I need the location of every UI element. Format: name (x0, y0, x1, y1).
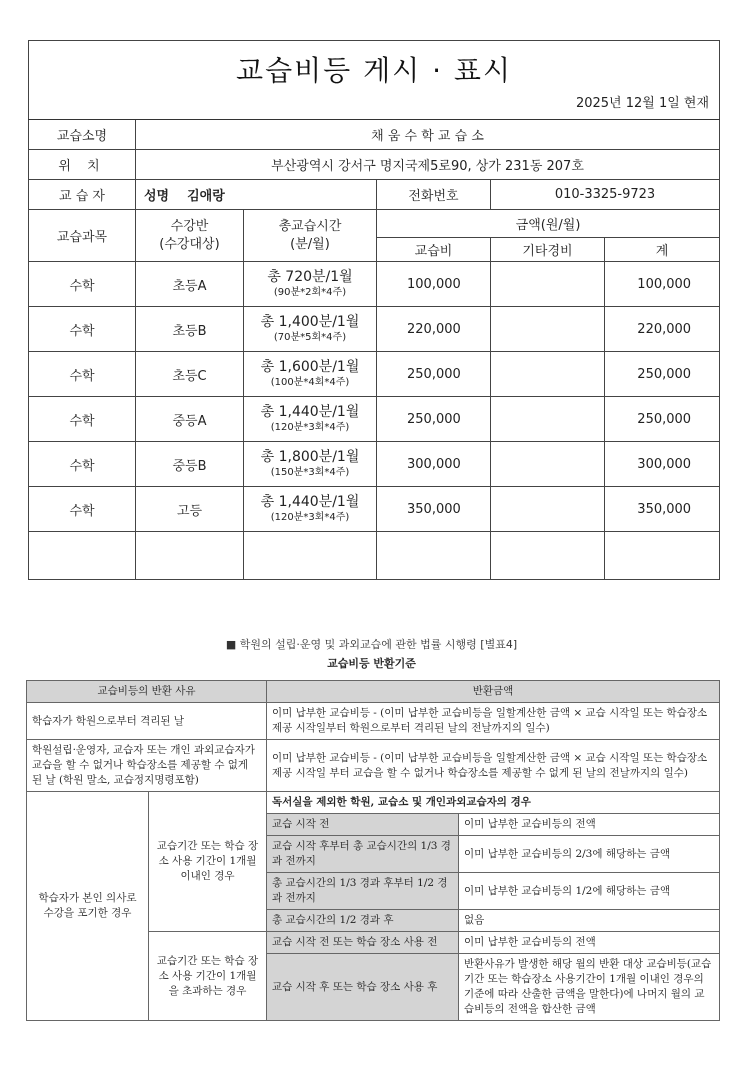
row-hours (244, 352, 377, 397)
over-when: 교습 시작 후 또는 학습 장소 사용 후 (267, 954, 459, 1021)
row-total: 300,000 (605, 442, 720, 487)
refund-caption: ■ 학원의 설립·운영 및 과외교습에 관한 법률 시행령 [별표4] (225, 638, 518, 651)
class-header (136, 210, 244, 262)
fee-row (29, 262, 720, 307)
row-tuition: 220,000 (377, 307, 491, 352)
row-other (491, 262, 605, 307)
location-label: 위 치 (29, 150, 136, 180)
hours-header-line2: (분/월) (290, 236, 330, 252)
row-hours-total: 총 720분/1월 (267, 269, 353, 285)
row-hours-total: 총 1,440분/1월 (260, 494, 360, 510)
row-class: 초등A (136, 262, 244, 307)
refund-table (26, 680, 720, 1021)
refund-amount-1: 이미 납부한 교습비등 - (이미 납부한 교습비등을 일할계산한 금액 × 교습 시작일 또는 학습장소 제공 시작일부터 학원으로부터 격리된 날의 전날까지의 일수) (267, 703, 720, 740)
class-header-line2: (수강대상) (159, 236, 220, 252)
row-hours-total: 총 1,440분/1월 (260, 404, 360, 420)
row-total: 250,000 (605, 397, 720, 442)
row-tuition: 350,000 (377, 487, 491, 532)
phone-value: 010-3325-9723 (491, 180, 720, 210)
row-hours (244, 442, 377, 487)
row-subject: 수학 (29, 442, 136, 487)
as-of-date: 2025년 12월 1일 현재 (575, 96, 710, 111)
empty-cell (605, 532, 720, 580)
row-other (491, 352, 605, 397)
row-hours-total: 총 1,600분/1월 (260, 359, 360, 375)
refund-reason-header: 교습비등의 반환 사유 (27, 681, 267, 703)
school-name-label: 교습소명 (29, 120, 136, 150)
row-hours (244, 487, 377, 532)
row-hours-total: 총 1,400분/1월 (260, 314, 360, 330)
refund-reason-2: 학원설립·운영자, 교습자 또는 개인 과외교습자가 교습을 할 수 없거나 학습장소를 제공할 수 없게 된 날 (학원 말소, 교습정지명령포함) (27, 740, 267, 792)
within-amount: 이미 납부한 교습비등의 전액 (459, 814, 720, 836)
fee-row (29, 307, 720, 352)
row-hours-detail: (100분*4회*4주) (270, 377, 350, 388)
row-hours (244, 397, 377, 442)
row-subject: 수학 (29, 352, 136, 397)
refund-sub-header: 독서실을 제외한 학원, 교습소 및 개인과외교습자의 경우 (267, 792, 720, 814)
row-other (491, 442, 605, 487)
empty-cell (377, 532, 491, 580)
row-hours-detail: (70분*5회*4주) (273, 332, 347, 343)
row-other (491, 307, 605, 352)
row-other (491, 487, 605, 532)
row-tuition: 250,000 (377, 397, 491, 442)
fee-row (29, 487, 720, 532)
within-amount: 이미 납부한 교습비등의 2/3에 해당하는 금액 (459, 836, 720, 873)
row-total: 220,000 (605, 307, 720, 352)
row-total: 350,000 (605, 487, 720, 532)
within-when: 총 교습시간의 1/2 경과 후 (267, 910, 459, 932)
refund-amount-header: 반환금액 (267, 681, 720, 703)
row-subject: 수학 (29, 307, 136, 352)
row-hours-detail: (90분*2회*4주) (273, 287, 347, 298)
fee-row (29, 352, 720, 397)
row-subject: 수학 (29, 487, 136, 532)
within-month-label: 교습기간 또는 학습 장소 사용 기간이 1개월 이내인 경우 (149, 792, 267, 932)
refund-reason-1: 학습자가 학원으로부터 격리된 날 (27, 703, 267, 740)
tutor-name: 김애랑 (187, 189, 225, 204)
row-class: 초등C (136, 352, 244, 397)
tutor-label: 교 습 자 (29, 180, 136, 210)
row-subject: 수학 (29, 262, 136, 307)
row-hours (244, 307, 377, 352)
amount-header: 금액(원/월) (377, 210, 720, 238)
row-total: 250,000 (605, 352, 720, 397)
row-class: 중등A (136, 397, 244, 442)
row-hours-detail: (120분*3회*4주) (270, 512, 350, 523)
row-tuition: 250,000 (377, 352, 491, 397)
subject-header: 교습과목 (29, 210, 136, 262)
school-name: 채 움 수 학 교 습 소 (136, 120, 720, 150)
row-subject: 수학 (29, 397, 136, 442)
row-tuition: 300,000 (377, 442, 491, 487)
row-class: 중등B (136, 442, 244, 487)
within-when: 교습 시작 후부터 총 교습시간의 1/3 경과 전까지 (267, 836, 459, 873)
refund-title: 교습비등 반환기준 (327, 657, 416, 670)
row-total: 100,000 (605, 262, 720, 307)
row-hours-detail: (150분*3회*4주) (270, 467, 350, 478)
title-cell (29, 41, 720, 120)
class-header-line1: 수강반 (170, 218, 209, 234)
empty-row (29, 532, 720, 580)
over-when: 교습 시작 전 또는 학습 장소 사용 전 (267, 932, 459, 954)
phone-label: 전화번호 (377, 180, 491, 210)
row-hours-total: 총 1,800분/1월 (260, 449, 360, 465)
over-amount: 반환사유가 발생한 해당 월의 반환 대상 교습비등(교습기간 또는 학습장소 사용기간이 1개월 이내인 경우의 기준에 따라 산출한 금액을 말한다)에 나머지 월의 교습비등의 전액을 합산한 금액 (459, 954, 720, 1021)
fee-table (28, 40, 720, 580)
tutor-name-cell (136, 180, 377, 210)
refund-amount-2: 이미 납부한 교습비등 - (이미 납부한 교습비등을 일할계산한 금액 × 교습 시작일 또는 학습장소 제공 시작일 부터 교습을 할 수 없거나 학습장소를 제공할 수 없게 된 날의 전날까지의 일수) (267, 740, 720, 792)
row-class: 고등 (136, 487, 244, 532)
row-class: 초등B (136, 307, 244, 352)
empty-cell (244, 532, 377, 580)
location-value: 부산광역시 강서구 명지국제5로90, 상가 231동 207호 (136, 150, 720, 180)
row-hours-detail: (120분*3회*4주) (270, 422, 350, 433)
empty-cell (136, 532, 244, 580)
over-month-label: 교습기간 또는 학습 장소 사용 기간이 1개월을 초과하는 경우 (149, 932, 267, 1021)
within-amount: 없음 (459, 910, 720, 932)
empty-cell (491, 532, 605, 580)
fee-row (29, 397, 720, 442)
page-title: 교습비등 게시 · 표시 (236, 54, 513, 87)
tuition-header: 교습비 (377, 238, 491, 262)
within-when: 총 교습시간의 1/3 경과 후부터 1/2 경과 전까지 (267, 873, 459, 910)
row-other (491, 397, 605, 442)
over-amount: 이미 납부한 교습비등의 전액 (459, 932, 720, 954)
empty-cell (29, 532, 136, 580)
tutor-name-label: 성명 (144, 189, 170, 204)
other-header: 기타경비 (491, 238, 605, 262)
row-tuition: 100,000 (377, 262, 491, 307)
total-header: 계 (605, 238, 720, 262)
self-withdraw-reason: 학습자가 본인 의사로 수강을 포기한 경우 (27, 792, 149, 1021)
hours-header-line1: 총교습시간 (278, 218, 342, 234)
row-hours (244, 262, 377, 307)
within-amount: 이미 납부한 교습비등의 1/2에 해당하는 금액 (459, 873, 720, 910)
fee-row (29, 442, 720, 487)
hours-header (244, 210, 377, 262)
within-when: 교습 시작 전 (267, 814, 459, 836)
